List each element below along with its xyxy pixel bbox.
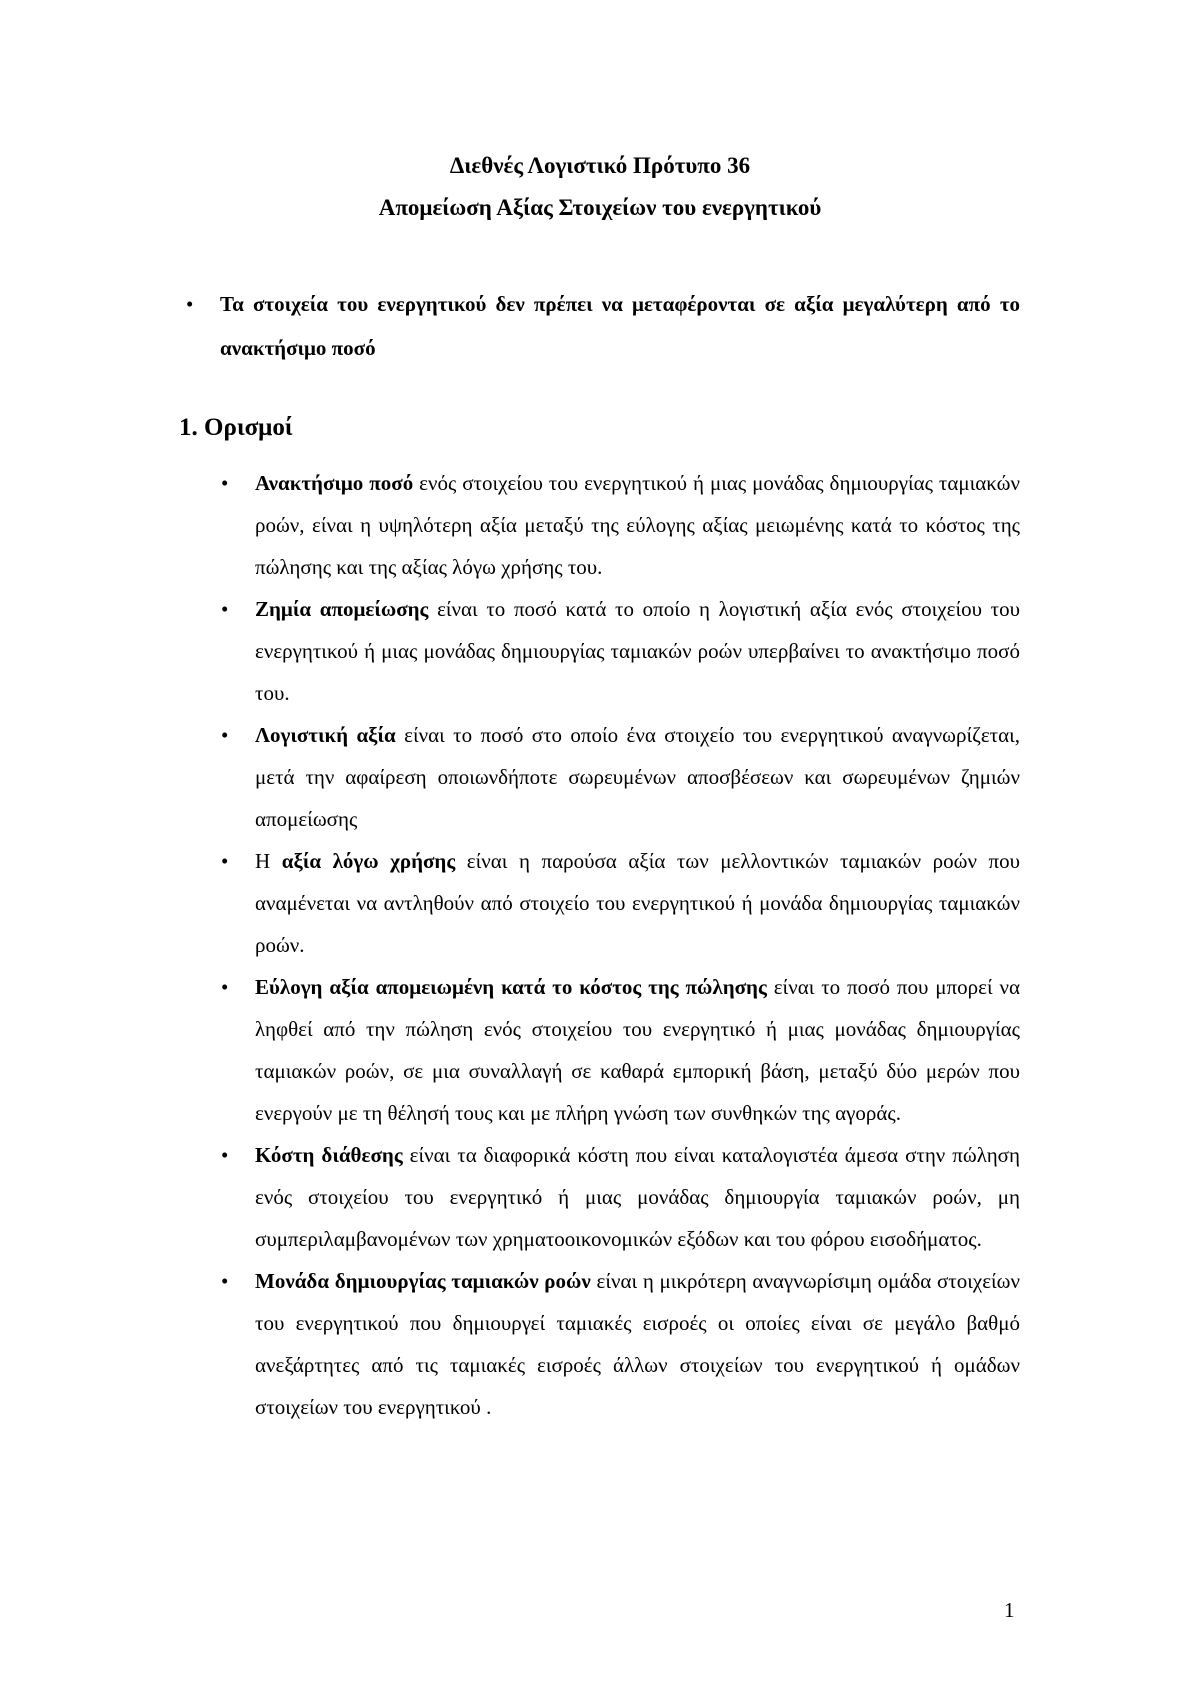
list-item bbox=[221, 840, 1021, 966]
document-title bbox=[0, 145, 1200, 229]
definition-text: είναι η παρούσα αξία των μελλοντικών ταμιακών ροών που αναμένεται να αντληθούν από στοιχείο του ενεργητικού ή μονάδα δημιουργίας ταμιακών ροών. bbox=[255, 849, 1021, 957]
list-item bbox=[221, 1260, 1020, 1428]
definition-text: είναι τα διαφορικά κόστη που είναι καταλογιστέα άμεσα στην πώληση ενός στοιχείου του ενεργητικό ή μιας μονάδας δημιουργία ταμιακών ροών, μη συμπεριλαμβανομένων των χρηματοοικονομικών εξόδων και του φόρου εισοδήματος. bbox=[255, 1143, 1020, 1251]
definition-term: Μονάδα δημιουργίας ταμιακών ροών bbox=[255, 1269, 591, 1293]
bullet-icon: • bbox=[221, 471, 229, 495]
title-line-2: Απομείωση Αξίας Στοιχείων του ενεργητικού bbox=[378, 195, 822, 220]
definition-term: Ανακτήσιμο ποσό bbox=[255, 471, 414, 495]
bullet-icon: • bbox=[221, 597, 229, 621]
definition-term: Εύλογη αξία απομειωμένη κατά το κόστος της πώλησης bbox=[255, 975, 767, 999]
definition-term: Κόστη διάθεσης bbox=[255, 1143, 403, 1167]
definition-text: είναι το ποσό που μπορεί να ληφθεί από την πώληση ενός στοιχείου του ενεργητικό ή μιας μονάδας δημιουργίας ταμιακών ροών, σε μια συναλλαγή σε καθαρά εμπορική βάση, μεταξύ δύο μερών που ενεργούν με τη θέλησή τους και με πλήρη γνώση των συνθηκών της αγοράς. bbox=[255, 975, 1020, 1125]
bullet-icon: • bbox=[186, 292, 194, 316]
definition-term: αξία λόγω χρήσης bbox=[281, 849, 456, 873]
intro-bullet-text: Τα στοιχεία του ενεργητικού δεν πρέπει να μεταφέρονται σε αξία μεγαλύτερη από το ανακτήσιμο ποσό bbox=[220, 292, 1020, 360]
list-item bbox=[221, 588, 1020, 714]
title-line-1: Διεθνές Λογιστικό Πρότυπο 36 bbox=[449, 153, 751, 178]
list-item bbox=[221, 1134, 1020, 1260]
definition-text: είναι το ποσό στο οποίο ένα στοιχείο του ενεργητικού αναγνωρίζεται, μετά την αφαίρεση οποιωνδήποτε σωρευμένων αποσβέσεων και σωρευμένων ζημιών απομείωσης bbox=[255, 723, 1020, 831]
definitions-list bbox=[221, 462, 1021, 1428]
definition-text: είναι το ποσό κατά το οποίο η λογιστική αξία ενός στοιχείου του ενεργητικού ή μιας μονάδας δημιουργίας ταμιακών ροών υπερβαίνει το ανακτήσιμο ποσό του. bbox=[255, 597, 1020, 705]
section-heading: 1. Ορισμοί bbox=[179, 414, 293, 441]
bullet-icon: • bbox=[221, 1143, 229, 1167]
definition-term: Ζημία απομείωσης bbox=[255, 597, 429, 621]
definition-term: Λογιστική αξία bbox=[255, 723, 396, 747]
definition-text: ενός στοιχείου του ενεργητικού ή μιας μονάδας δημιουργίας ταμιακών ροών, είναι η υψηλότερη αξία μεταξύ της εύλογης αξίας μειωμένης κατά το κόστος της πώλησης και της αξίας λόγω χρήσης του. bbox=[255, 471, 1020, 579]
definition-text: είναι η μικρότερη αναγνωρίσιμη ομάδα στοιχείων του ενεργητικού που δημιουργεί ταμιακές εισροές οι οποίες είναι σε μεγάλο βαθμό ανεξάρτητες από τις ταμιακές εισροές άλλων στοιχείων του ενεργητικού ή ομάδων στοιχείων του ενεργητικού . bbox=[255, 1269, 1020, 1419]
bullet-icon: • bbox=[221, 723, 229, 747]
bullet-icon: • bbox=[221, 1269, 229, 1293]
intro-bullet bbox=[186, 282, 1020, 370]
bullet-icon: • bbox=[221, 849, 229, 873]
list-item bbox=[221, 714, 1020, 840]
list-item bbox=[221, 966, 1020, 1134]
bullet-icon: • bbox=[221, 975, 229, 999]
definition-prefix: Η bbox=[255, 849, 282, 873]
list-item bbox=[221, 462, 1020, 588]
page-number: 1 bbox=[1004, 1598, 1015, 1622]
